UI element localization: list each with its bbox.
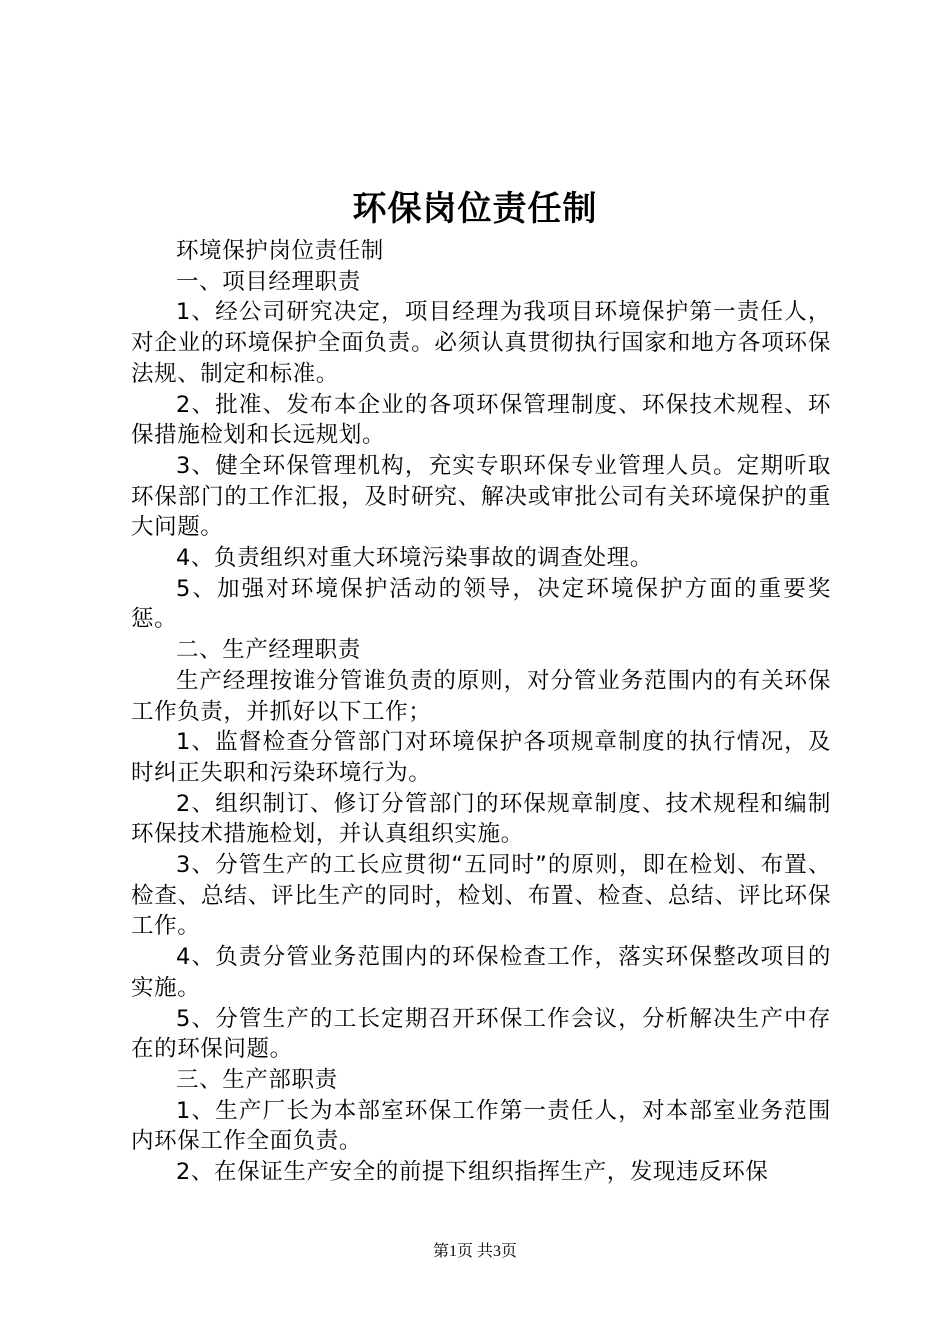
paragraph: 生产经理按谁分管谁负责的原则，对分管业务范围内的有关环保工作负责，并抓好以下工作； (131, 667, 831, 725)
paragraph: 4、负责组织对重大环境污染事故的调查处理。 (176, 545, 653, 572)
paragraph: 5、加强对环境保护活动的领导，决定环境保护方面的重要奖惩。 (131, 575, 831, 633)
document-body (131, 236, 831, 1188)
document-title: 环保岗位责任制 (352, 189, 598, 229)
paragraph: 1、经公司研究决定，项目经理为我项目环境保护第一责任人，对企业的环境保护全面负责。必须认真贯彻执行国家和地方各项环保法规、制定和标准。 (131, 299, 831, 387)
section-heading: 一、项目经理职责 (176, 268, 361, 295)
paragraph: 2、组织制订、修订分管部门的环保规章制度、技术规程和编制环保技术措施检划，并认真组织实施。 (131, 790, 831, 848)
paragraph: 5、分管生产的工长定期召开环保工作会议，分析解决生产中存在的环保问题。 (131, 1005, 831, 1063)
paragraph: 环境保护岗位责任制 (176, 238, 384, 264)
section-heading: 三、生产部职责 (176, 1066, 338, 1093)
paragraph: 2、批准、发布本企业的各项环保管理制度、环保技术规程、环保措施检划和长远规划。 (131, 391, 831, 449)
paragraph: 2、在保证生产安全的前提下组织指挥生产，发现违反环保 (176, 1159, 769, 1186)
paragraph: 3、分管生产的工长应贯彻“五同时”的原则，即在检划、布置、检查、总结、评比生产的同时，检划、布置、检查、总结、评比环保工作。 (131, 852, 831, 940)
paragraph: 4、负责分管业务范围内的环保检查工作，落实环保整改项目的实施。 (131, 944, 831, 1001)
paragraph: 1、生产厂长为本部室环保工作第一责任人，对本部室业务范围内环保工作全面负责。 (131, 1097, 831, 1155)
paragraph: 3、健全环保管理机构，充实专职环保专业管理人员。定期听取环保部门的工作汇报，及时研究、解决或审批公司有关环境保护的重大问题。 (131, 452, 831, 541)
page-footer: 第1页 共3页 (432, 1243, 517, 1260)
section-heading: 二、生产经理职责 (176, 637, 361, 664)
paragraph: 1、监督检查分管部门对环境保护各项规章制度的执行情况，及时纠正失职和污染环境行为。 (131, 729, 831, 786)
